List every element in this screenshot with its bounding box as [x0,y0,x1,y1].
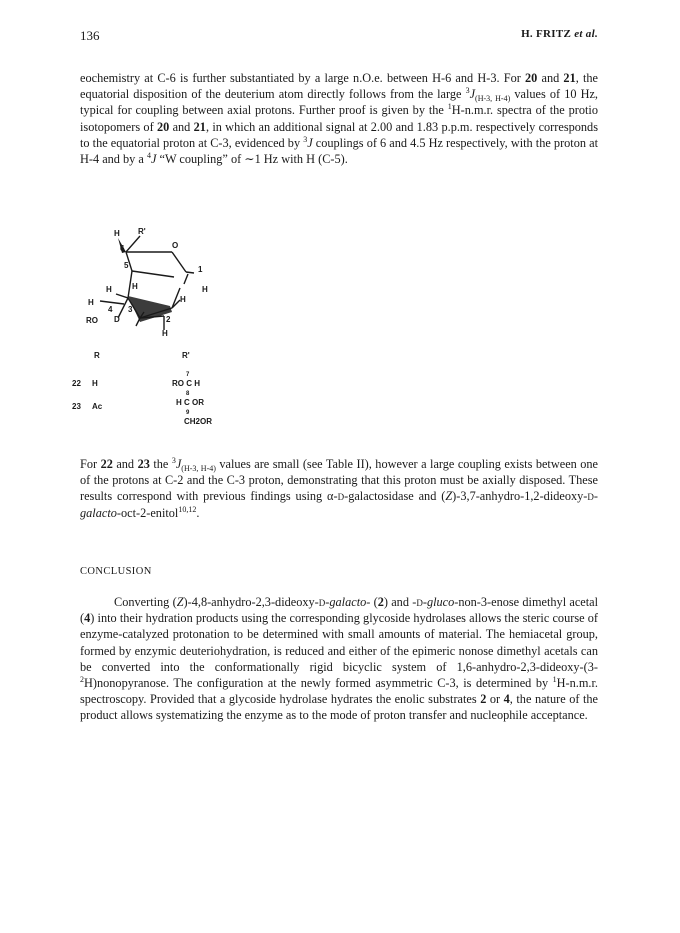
svg-text:9: 9 [186,410,190,416]
compound-23-r: Ac [92,402,103,411]
svg-text:H: H [88,298,94,307]
svg-text:H: H [132,282,138,291]
paragraph-stereochemistry: eochemistry at C-6 is further substantiated by a large n.O.e. between H-6 and H-3. For 20 and 21, the equatorial disposition of the deuterium atom directly follows from the large $^3J_{(H-3, H-4)}$ values of 10 Hz, typical for coupling between axial protons. Further proof is given by the $^1$H-n.m.r. spectra of the protio isotopomers of 20 and 21, in which an additional signal at 2.00 and 1.83 p.p.m. respectively corresponds to the equatorial proton at C-3, evidenced by $^3$J couplings of 6 and 4.5 Hz respectively, with the proton at H-4 and by a $^4$J “W coupling” of ∼1 Hz with H (C-5). [80,71,599,167]
substituent-table [72,351,212,426]
page-number: 136 [80,28,100,43]
section-heading-conclusion: CONCLUSION [80,566,152,577]
svg-text:H: H [114,229,120,238]
paragraph-coupling: For 22 and 23 the $^3J_{(H-3, H-4)}$ values are small (see Table II), however a large coupling exists between one of the protons at C-2 and the C-3 proton, demonstrating that this proton must be axially disposed. These results correspond with previous findings using α-d-galactosidase and (Z)-3,7-anhydro-1,2-dideoxy-d-galacto-oct-2-enitol$^{10,12}$. [80,456,599,520]
svg-text:H: H [202,285,208,294]
col-r-header: R [94,351,100,360]
svg-text:H: H [106,285,112,294]
svg-text:H: H [180,295,186,304]
svg-text:3: 3 [128,305,133,314]
page-header [80,28,598,48]
svg-text:RO: RO [86,316,98,325]
bicyclic-structure-diagram [72,227,280,438]
svg-text:O: O [172,241,179,250]
svg-text:H C OR: H C OR [176,398,204,407]
compound-22: 22 [72,379,81,388]
svg-text:2: 2 [166,315,171,324]
structure-figure [72,227,280,443]
running-head: H. FRITZ et al. [521,28,598,40]
compound-23: 23 [72,402,81,411]
svg-text:CH2OR: CH2OR [184,417,213,426]
paragraph-conclusion: Converting (Z)-4,8-anhydro-2,3-dideoxy-d-galacto- (2) and -d-gluco-non-3-enose dimethyl acetal (4) into their hydration products using the corresponding glycoside hydrolases allows the steric course of enzyme-catalyzed protonation to be determined with small amounts of material. The hemiacetal group, formed by enzymic deuteriohydration, is reduced and either of the epimeric nonose dimethyl acetals can be converted into the conformationally rigid bicyclic system of 1,6-anhydro-2,3-dideoxy-(3-$^2$H)nonopyranose. The configuration at the newly formed asymmetric C-3, is determined by $^1$H-n.m.r. spectroscopy. Provided that a glycoside hydrolase hydrates the enolic substrates 2 or 4, the nature of the product allows systematizing the enzyme as to the mode of proton transfer and nucleophile acceptance. [80,595,599,723]
svg-text:R': R' [138,227,146,236]
svg-text:7: 7 [186,372,190,378]
svg-text:5: 5 [124,261,129,270]
svg-text:RO C H: RO C H [172,379,200,388]
col-rprime-header: R' [182,351,190,360]
svg-text:D: D [114,315,120,324]
svg-text:H: H [162,329,168,338]
compound-22-r: H [92,379,98,388]
svg-text:4: 4 [108,305,113,314]
svg-text:6: 6 [120,244,125,253]
svg-text:8: 8 [186,391,190,397]
svg-text:1: 1 [198,265,203,274]
